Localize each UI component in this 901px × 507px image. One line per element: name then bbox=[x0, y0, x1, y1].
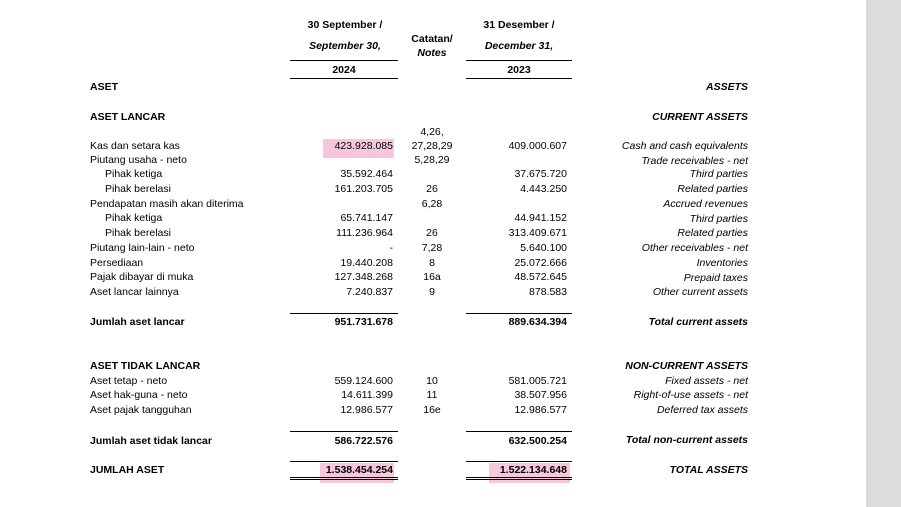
row-aset-lain-label: Aset lancar lainnya bbox=[90, 286, 179, 298]
row-piutang-lain-2023: 5.640.100 bbox=[520, 242, 567, 254]
rule-jumlah-aset-top-2023 bbox=[466, 461, 572, 462]
row-aset-lain-2023: 878.583 bbox=[529, 286, 567, 298]
row-aset-tetap-en: Fixed assets - net bbox=[665, 375, 748, 387]
row-kas-2024: 423.928.085 bbox=[334, 140, 393, 152]
header-2024-rule bbox=[290, 60, 398, 61]
row-aset-lain-2024: 7.240.837 bbox=[346, 286, 393, 298]
row-pu-berelasi-2024: 161.203.705 bbox=[334, 183, 393, 195]
row-kas-2023: 409.000.607 bbox=[508, 140, 567, 152]
row-jumlah-lancar-en: Total current assets bbox=[648, 316, 748, 328]
rule-jumlah-lancar-2023 bbox=[466, 313, 572, 314]
row-kas-notes: 27,28,29 bbox=[411, 140, 453, 152]
header-2024-rule-bottom bbox=[290, 78, 398, 79]
row-aset-tetap-label: Aset tetap - neto bbox=[90, 375, 168, 387]
row-jumlah-aset-2024: 1.538.454.254 bbox=[325, 464, 393, 476]
row-pd-ketiga-label: Pihak ketiga bbox=[105, 212, 163, 224]
row-pendapatan-notes: 6,28 bbox=[421, 198, 443, 210]
row-jumlah-tidak-lancar-2024: 586.722.576 bbox=[334, 435, 393, 447]
header-2023-line2: December 31, bbox=[484, 40, 554, 52]
section-aset-tidak-lancar: ASET TIDAK LANCAR bbox=[90, 360, 201, 372]
row-pajak-tangguhan-en: Deferred tax assets bbox=[656, 404, 748, 416]
row-aset-tetap-notes: 10 bbox=[426, 375, 438, 387]
row-piutang-usaha-label: Piutang usaha - neto bbox=[90, 154, 187, 166]
vertical-scrollbar[interactable] bbox=[866, 0, 901, 507]
row-persediaan-2023: 25.072.666 bbox=[514, 257, 567, 269]
row-persediaan-notes: 8 bbox=[429, 257, 435, 269]
rule-jumlah-aset-bottom2-2024 bbox=[290, 479, 398, 480]
rule-jumlah-tidak-lancar-2023 bbox=[466, 431, 572, 432]
row-hak-guna-label: Aset hak-guna - neto bbox=[90, 389, 188, 401]
row-jumlah-lancar-2024: 951.731.678 bbox=[334, 316, 393, 328]
row-pu-berelasi-en: Related parties bbox=[677, 183, 748, 195]
row-aset-lain-en: Other current assets bbox=[652, 286, 748, 298]
row-jumlah-lancar-2023: 889.634.394 bbox=[508, 316, 567, 328]
header-notes-line2: Notes bbox=[417, 47, 447, 59]
section-aset: ASET bbox=[90, 81, 119, 93]
row-pajak-tangguhan-2024: 12.986.577 bbox=[340, 404, 393, 416]
row-pd-berelasi-2024: 111.236.964 bbox=[336, 227, 393, 239]
row-aset-tetap-2023: 581.005.721 bbox=[508, 375, 567, 387]
row-pajak-en: Prepaid taxes bbox=[683, 272, 748, 284]
row-pd-berelasi-en: Related parties bbox=[677, 227, 748, 239]
row-pu-ketiga-2023: 37.675.720 bbox=[514, 168, 567, 180]
row-piutang-usaha-notes: 5,28,29 bbox=[414, 154, 450, 166]
row-persediaan-label: Persediaan bbox=[90, 257, 144, 269]
row-pd-ketiga-2024: 65.741.147 bbox=[340, 212, 393, 224]
header-2024-line2: September 30, bbox=[309, 40, 381, 52]
rule-jumlah-lancar-2024 bbox=[290, 313, 398, 314]
header-2023-rule bbox=[466, 60, 572, 61]
row-persediaan-2024: 19.440.208 bbox=[340, 257, 393, 269]
row-jumlah-tidak-lancar-en: Total non-current assets bbox=[625, 434, 748, 446]
row-pajak-2023: 48.572.645 bbox=[514, 271, 567, 283]
rule-jumlah-tidak-lancar-2024 bbox=[290, 431, 398, 432]
row-pd-berelasi-notes: 26 bbox=[426, 227, 438, 239]
row-persediaan-en: Inventories bbox=[696, 257, 748, 269]
header-2023-rule-bottom bbox=[466, 78, 572, 79]
header-2024-year: 2024 bbox=[332, 64, 356, 76]
row-pajak-label: Pajak dibayar di muka bbox=[90, 271, 194, 283]
row-piutang-lain-label: Piutang lain-lain - neto bbox=[90, 242, 195, 254]
row-piutang-lain-en: Other receivables - net bbox=[641, 242, 748, 254]
rule-jumlah-aset-bottom2-2023 bbox=[466, 479, 572, 480]
row-aset-lain-notes: 9 bbox=[429, 286, 435, 298]
row-pu-berelasi-2023: 4.443.250 bbox=[520, 183, 567, 195]
row-kas-en: Cash and cash equivalents bbox=[621, 140, 748, 152]
row-hak-guna-2024: 14.611.399 bbox=[341, 389, 393, 401]
header-2024-line1: 30 September / bbox=[307, 19, 383, 31]
row-pendapatan-en: Accrued revenues bbox=[663, 198, 748, 210]
row-pd-berelasi-2023: 313.409.671 bbox=[508, 227, 567, 239]
row-piutang-lain-2024: - bbox=[389, 242, 393, 254]
row-jumlah-aset-2023: 1.522.134.648 bbox=[499, 464, 567, 476]
header-2023-line1: 31 Desember / bbox=[483, 19, 555, 31]
row-piutang-lain-notes: 7,28 bbox=[421, 242, 443, 254]
row-jumlah-aset-en: TOTAL ASSETS bbox=[669, 464, 748, 476]
rule-jumlah-aset-bottom1-2023 bbox=[466, 477, 572, 478]
row-hak-guna-2023: 38.507.956 bbox=[514, 389, 567, 401]
row-hak-guna-en: Right-of-use assets - net bbox=[633, 389, 748, 401]
row-jumlah-tidak-lancar-label: Jumlah aset tidak lancar bbox=[90, 435, 212, 447]
row-pajak-2024: 127.348.268 bbox=[334, 271, 393, 283]
row-pd-ketiga-2023: 44.941.152 bbox=[514, 212, 567, 224]
row-aset-tetap-2024: 559.124.600 bbox=[334, 375, 393, 387]
row-pu-ketiga-en: Third parties bbox=[689, 168, 748, 180]
row-jumlah-tidak-lancar-2023: 632.500.254 bbox=[508, 435, 567, 447]
row-jumlah-lancar-label: Jumlah aset lancar bbox=[90, 316, 185, 328]
header-notes-line1: Catatan/ bbox=[411, 33, 453, 45]
row-jumlah-aset-label: JUMLAH ASET bbox=[90, 464, 165, 476]
section-aset-lancar: ASET LANCAR bbox=[90, 111, 166, 123]
row-pu-berelasi-notes: 26 bbox=[426, 183, 438, 195]
notes-kas-top: 4,26, bbox=[420, 126, 444, 138]
row-hak-guna-notes: 11 bbox=[426, 389, 438, 401]
section-non-current-assets: NON-CURRENT ASSETS bbox=[625, 360, 748, 372]
section-assets: ASSETS bbox=[705, 81, 748, 93]
row-pajak-tangguhan-notes: 16e bbox=[423, 404, 441, 416]
row-pd-ketiga-en: Third parties bbox=[689, 213, 748, 225]
row-pu-ketiga-label: Pihak ketiga bbox=[105, 168, 163, 180]
row-pu-berelasi-label: Pihak berelasi bbox=[105, 183, 171, 195]
row-pajak-notes: 16a bbox=[423, 271, 441, 283]
rule-jumlah-aset-top-2024 bbox=[290, 461, 398, 462]
row-pd-berelasi-label: Pihak berelasi bbox=[105, 227, 171, 239]
row-pu-ketiga-2024: 35.592.464 bbox=[340, 168, 393, 180]
row-kas-label: Kas dan setara kas bbox=[90, 140, 180, 152]
row-pendapatan-label: Pendapatan masih akan diterima bbox=[90, 198, 244, 210]
row-pajak-tangguhan-2023: 12.986.577 bbox=[514, 404, 567, 416]
section-current-assets: CURRENT ASSETS bbox=[652, 111, 748, 123]
header-2023-year: 2023 bbox=[507, 64, 531, 76]
row-piutang-usaha-en: Trade receivables - net bbox=[641, 155, 748, 167]
row-pajak-tangguhan-label: Aset pajak tangguhan bbox=[90, 404, 192, 416]
rule-jumlah-aset-bottom1-2024 bbox=[290, 477, 398, 478]
